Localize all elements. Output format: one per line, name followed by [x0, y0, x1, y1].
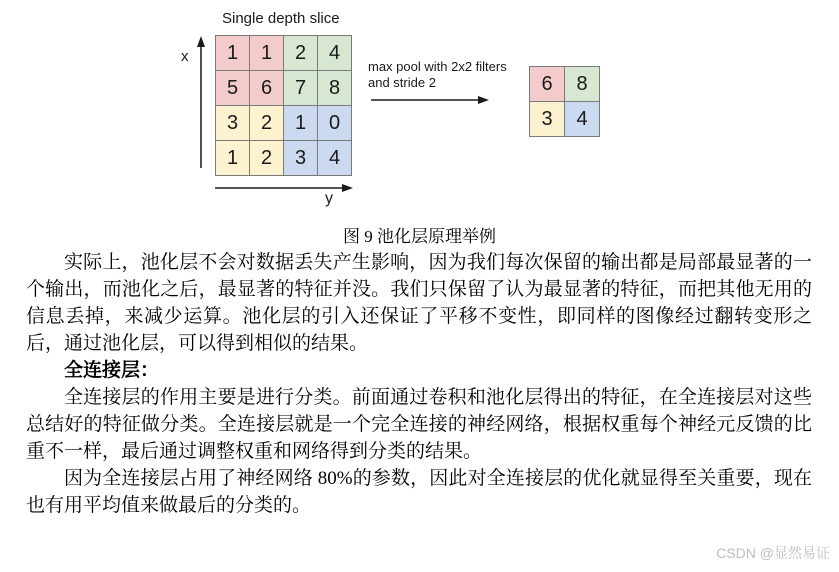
paragraph-fc-params: 因为全连接层占用了神经网络 80%的参数，因此对全连接层的优化就显得至关重要，现在也有用平均值来做最后的分类的。 — [26, 468, 812, 516]
paragraph-pooling: 实际上，池化层不会对数据丢失产生影响，因为我们每次保留的输出都是局部最显著的一个输出，而池化之后，最显著的特征并没。我们只保留了认为最显著的特征，而把其他无用的信息丢掉，来减少运算。池化层的引入还保证了平移不变性，即同样的图像经过翻转变形之后，通过池化层，可以得到相似的结果。 — [26, 252, 812, 354]
article-body — [26, 249, 812, 519]
y-axis-arrow-icon — [215, 181, 355, 195]
pool-annotation-line2: and stride 2 — [368, 75, 436, 90]
grid-cell: 2 — [249, 140, 283, 175]
grid-cell: 4 — [317, 140, 351, 175]
x-axis-label: x — [181, 48, 189, 65]
grid-cell: 6 — [249, 70, 283, 105]
grid-cell: 7 — [283, 70, 317, 105]
grid-cell: 1 — [249, 35, 283, 70]
grid-cell: 8 — [317, 70, 351, 105]
grid-cell: 3 — [529, 101, 564, 136]
pooling-figure — [0, 0, 839, 216]
grid-cell: 6 — [529, 66, 564, 101]
grid-cell: 0 — [317, 105, 351, 140]
grid-cell: 4 — [564, 101, 599, 136]
figure-caption: 图 9 池化层原理举例 — [343, 227, 496, 246]
grid-cell: 2 — [249, 105, 283, 140]
y-axis-label: y — [325, 190, 333, 207]
pool-arrow-icon — [371, 94, 491, 106]
grid-cell: 8 — [564, 66, 599, 101]
grid-cell: 4 — [317, 35, 351, 70]
grid-cell: 1 — [215, 35, 249, 70]
output-grid — [529, 66, 600, 137]
input-grid — [215, 35, 352, 176]
paragraph-fc-role: 全连接层的作用主要是进行分类。前面通过卷积和池化层得出的特征，在全连接层对这些总结好的特征做分类。全连接层就是一个完全连接的神经网络，根据权重每个神经元反馈的比重不一样，最后通过调整权重和网络得到分类的结果。 — [26, 387, 812, 462]
grid-cell: 1 — [283, 105, 317, 140]
figure-title: Single depth slice — [222, 10, 340, 27]
x-axis-arrow-icon — [194, 36, 208, 170]
grid-cell: 5 — [215, 70, 249, 105]
pool-annotation-line1: max pool with 2x2 filters — [368, 59, 507, 74]
grid-cell: 3 — [215, 105, 249, 140]
section-heading-fc-layer: 全连接层： — [64, 360, 160, 381]
grid-cell: 3 — [283, 140, 317, 175]
grid-cell: 2 — [283, 35, 317, 70]
csdn-watermark: CSDN @显然易证 — [716, 545, 830, 561]
pool-annotation — [368, 59, 507, 91]
grid-cell: 1 — [215, 140, 249, 175]
